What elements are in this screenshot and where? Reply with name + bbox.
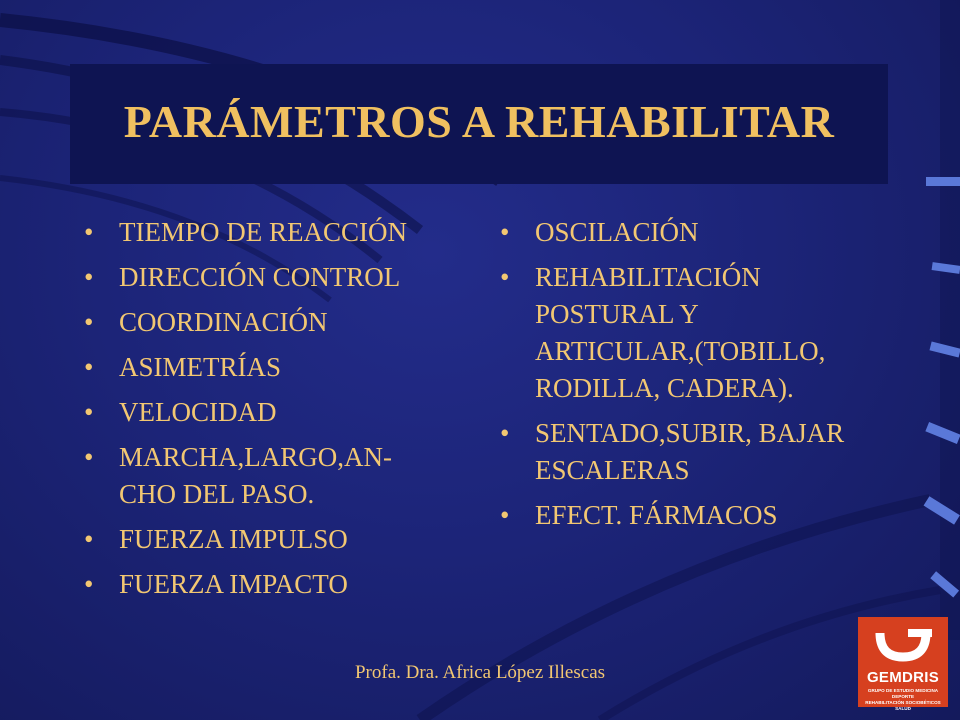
bullet-icon: • bbox=[84, 352, 94, 382]
bullet-icon: • bbox=[500, 418, 510, 448]
bullet-icon: • bbox=[84, 524, 94, 554]
bullet-icon: • bbox=[500, 217, 510, 247]
bullet-icon: • bbox=[84, 262, 94, 292]
list-item-text: ASIMETRÍAS bbox=[119, 352, 282, 382]
list-item-text: EFECT. FÁRMACOS bbox=[535, 500, 778, 530]
list-item-text: VELOCIDAD bbox=[119, 397, 277, 427]
list-item bbox=[84, 439, 464, 513]
list-item bbox=[84, 214, 464, 251]
list-item-text: DIRECCIÓN CONTROL bbox=[119, 262, 401, 292]
logo-name: GEMDRIS bbox=[866, 669, 940, 686]
logo-mark-icon bbox=[858, 617, 948, 669]
bullet-icon: • bbox=[84, 397, 94, 427]
list-item bbox=[84, 349, 464, 386]
bullet-icon: • bbox=[84, 569, 94, 599]
list-item bbox=[84, 566, 464, 603]
list-item bbox=[500, 259, 920, 407]
list-item-text: TIEMPO DE REACCIÓN bbox=[119, 217, 407, 247]
list-item bbox=[84, 304, 464, 341]
bullet-icon: • bbox=[500, 262, 510, 292]
right-bullet-list bbox=[500, 214, 920, 542]
list-item-text: MARCHA,LARGO,AN- CHO DEL PASO. bbox=[119, 442, 393, 509]
list-item bbox=[84, 259, 464, 296]
list-item-text: OSCILACIÓN bbox=[535, 217, 699, 247]
bullet-icon: • bbox=[84, 307, 94, 337]
slide-title: PARÁMETROS A REHABILITAR bbox=[123, 96, 835, 147]
bullet-icon: • bbox=[500, 500, 510, 530]
list-item-text: SENTADO,SUBIR, BAJAR ESCALERAS bbox=[535, 418, 845, 485]
bullet-icon: • bbox=[84, 442, 94, 472]
logo-subtitle-line: GRUPO DE ESTUDIO MEDICINA DEPORTE bbox=[867, 688, 939, 699]
list-item bbox=[500, 415, 920, 489]
gemdris-logo bbox=[858, 617, 948, 711]
list-item-text: REHABILITACIÓN POSTURAL Y ARTICULAR,(TOBILLO, RODILLA, CADERA). bbox=[535, 262, 826, 403]
list-item-text: FUERZA IMPACTO bbox=[119, 569, 348, 599]
list-item-text: FUERZA IMPULSO bbox=[119, 524, 348, 554]
footer-author: Profa. Dra. Africa López Illescas bbox=[354, 662, 606, 683]
bullet-icon: • bbox=[84, 217, 94, 247]
accent-dash bbox=[926, 177, 960, 186]
list-item bbox=[84, 521, 464, 558]
list-item bbox=[84, 394, 464, 431]
list-item-text: COORDINACIÓN bbox=[119, 307, 328, 337]
logo-subtitle bbox=[860, 688, 946, 712]
list-item bbox=[500, 214, 920, 251]
logo-subtitle-line: REHABILITACIÓN SOCIOBÉTICOS SALUD bbox=[865, 700, 941, 711]
list-item bbox=[500, 497, 920, 534]
left-bullet-list bbox=[84, 214, 464, 611]
